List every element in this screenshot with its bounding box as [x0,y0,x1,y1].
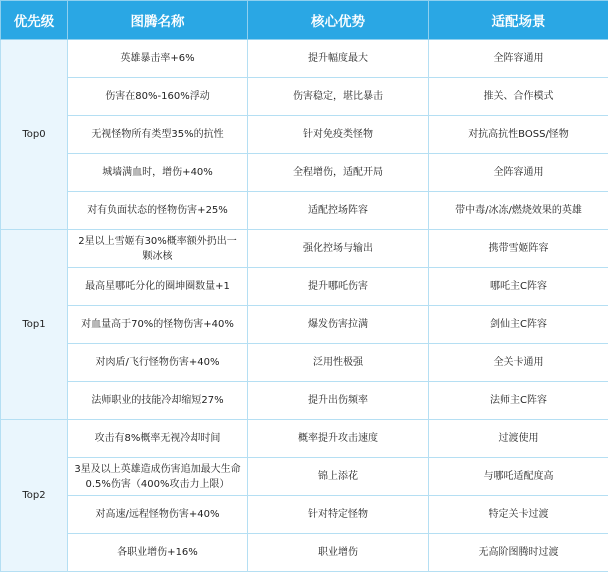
scenario-cell: 与哪吒适配度高 [429,458,608,496]
totem-name-cell: 英雄暴击率+6% [68,40,248,78]
header-priority: 优先级 [1,1,68,40]
scenario-cell: 无高阶图腾时过渡 [429,534,608,572]
advantage-cell: 泛用性极强 [248,344,429,382]
scenario-cell: 带中毒/冰冻/燃烧效果的英雄 [429,192,608,230]
table-row [1,306,608,344]
advantage-cell: 伤害稳定，堪比暴击 [248,78,429,116]
advantage-cell: 提升出伤频率 [248,382,429,420]
header-row [1,1,608,40]
scenario-cell: 全关卡通用 [429,344,608,382]
advantage-cell: 职业增伤 [248,534,429,572]
table-row [1,192,608,230]
advantage-cell: 提升哪吒伤害 [248,268,429,306]
totem-name-cell: 最高星哪吒分化的圈坤圈数量+1 [68,268,248,306]
scenario-cell: 对抗高抗性BOSS/怪物 [429,116,608,154]
scenario-cell: 全阵容通用 [429,154,608,192]
advantage-cell: 爆发伤害拉满 [248,306,429,344]
totem-name-cell: 3星及以上英雄造成伤害追加最大生命0.5%伤害（400%攻击力上限） [68,458,248,496]
table-row [1,496,608,534]
advantage-cell: 针对特定怪物 [248,496,429,534]
scenario-cell: 特定关卡过渡 [429,496,608,534]
advantage-cell: 针对免疫类怪物 [248,116,429,154]
table-row [1,154,608,192]
advantage-cell: 全程增伤，适配开局 [248,154,429,192]
totem-name-cell: 各职业增伤+16% [68,534,248,572]
scenario-cell: 推关、合作模式 [429,78,608,116]
table-row [1,382,608,420]
table-row [1,458,608,496]
table-row [1,40,608,78]
table-row [1,78,608,116]
totem-name-cell: 法师职业的技能冷却缩短27% [68,382,248,420]
priority-cell-top2: Top2 [1,420,68,572]
totem-name-cell: 对高速/远程怪物伤害+40% [68,496,248,534]
priority-cell-top1: Top1 [1,230,68,420]
table-row [1,344,608,382]
scenario-cell: 全阵容通用 [429,40,608,78]
advantage-cell: 概率提升攻击速度 [248,420,429,458]
totem-name-cell: 对有负面状态的怪物伤害+25% [68,192,248,230]
totem-name-cell: 城墙满血时，增伤+40% [68,154,248,192]
scenario-cell: 携带雪姬阵容 [429,230,608,268]
scenario-cell: 哪吒主C阵容 [429,268,608,306]
totem-name-cell: 对血量高于70%的怪物伤害+40% [68,306,248,344]
advantage-cell: 强化控场与输出 [248,230,429,268]
scenario-cell: 剑仙主C阵容 [429,306,608,344]
totem-name-cell: 无视怪物所有类型35%的抗性 [68,116,248,154]
totem-name-cell: 2星以上雪姬有30%概率额外扔出一颗冰核 [68,230,248,268]
scenario-cell: 法师主C阵容 [429,382,608,420]
advantage-cell: 适配控场阵容 [248,192,429,230]
table-row [1,230,608,268]
table-row [1,534,608,572]
totem-name-cell: 攻击有8%概率无视冷却时间 [68,420,248,458]
table-row [1,268,608,306]
totem-name-cell: 对肉盾/飞行怪物伤害+40% [68,344,248,382]
priority-cell-top0: Top0 [1,40,68,230]
table-row [1,420,608,458]
advantage-cell: 提升幅度最大 [248,40,429,78]
table-row [1,116,608,154]
header-scenario: 适配场景 [429,1,608,40]
header-totem-name: 图腾名称 [68,1,248,40]
header-core-advantage: 核心优势 [248,1,429,40]
advantage-cell: 锦上添花 [248,458,429,496]
totem-name-cell: 伤害在80%-160%浮动 [68,78,248,116]
scenario-cell: 过渡使用 [429,420,608,458]
